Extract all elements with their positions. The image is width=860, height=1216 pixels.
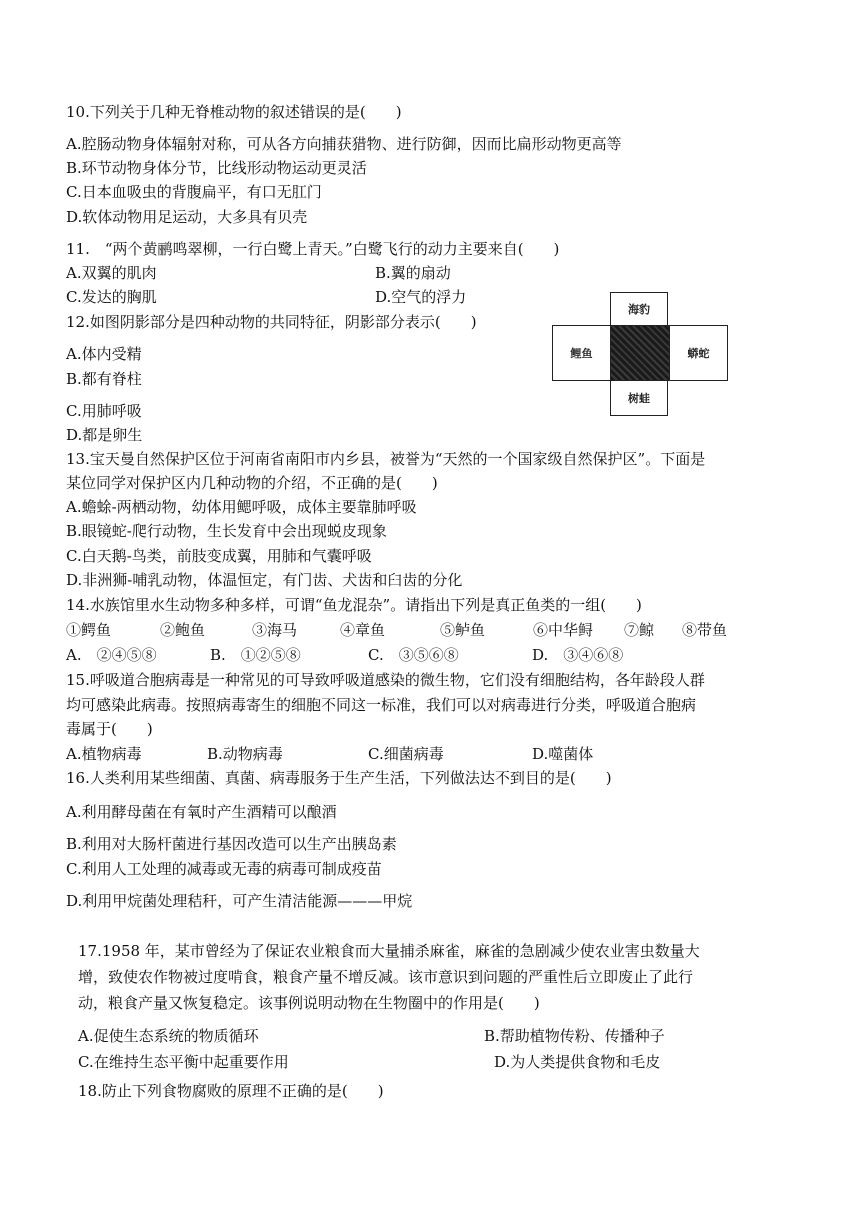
q11-stem: 11. “两个黄鹂鸣翠柳，一行白鹭上青天。”白鹭飞行的动力主要来自( ) (66, 240, 560, 258)
q15-option-d: D.噬菌体 (532, 745, 594, 763)
q15-option-c: C.细菌病毒 (368, 745, 444, 763)
q15-option-b: B.动物病毒 (207, 745, 283, 763)
q17-option-b: B.帮助植物传粉、传播种子 (484, 1027, 665, 1045)
q15-stem-line2: 均可感染此病毒。按照病毒寄生的细胞不同这一标准，我们可以对病毒进行分类，呼吸道合胞病 (66, 696, 697, 714)
q14-item-6: ⑥中华鲟 (533, 621, 594, 639)
q16-option-a: A.利用酵母菌在有氧时产生酒精可以酿酒 (66, 803, 337, 821)
q12-cross-diagram (552, 292, 728, 416)
q10-option-b: B.环节动物身体分节，比线形动物运动更灵活 (66, 159, 367, 177)
q13-option-b: B.眼镜蛇-爬行动物，生长发育中会出现蜕皮现象 (66, 522, 387, 540)
q11-option-d: D.空气的浮力 (375, 288, 467, 306)
q12-stem: 12.如图阴影部分是四种动物的共同特征，阴影部分表示( ) (66, 313, 477, 331)
q14-item-7: ⑦鲸 (624, 621, 655, 639)
q12-option-a: A.体内受精 (66, 345, 142, 363)
q17-stem-line3: 动，粮食产量又恢复稳定。该事例说明动物在生物圈中的作用是( ) (78, 994, 540, 1012)
q13-option-d: D.非洲狮-哺乳动物，体温恒定，有门齿、犬齿和臼齿的分化 (66, 571, 463, 589)
q12-option-d: D.都是卵生 (66, 426, 143, 444)
q12-option-c: C.用肺呼吸 (66, 402, 142, 420)
q14-item-4: ④章鱼 (340, 621, 386, 639)
q14-item-3: ③海马 (252, 621, 298, 639)
q16-option-b: B.利用对大肠杆菌进行基因改造可以生产出胰岛素 (66, 835, 397, 853)
q14-option-b: B. ①②⑤⑧ (210, 646, 301, 664)
q14-option-a: A. ②④⑤⑧ (66, 646, 157, 664)
q12-option-b: B.都有脊柱 (66, 370, 142, 388)
q16-stem: 16.人类利用某些细菌、真菌、病毒服务于生产生活，下列做法达不到目的是( ) (66, 769, 612, 787)
diagram-box-top: 海豹 (610, 292, 668, 326)
diagram-box-right: 蟒蛇 (669, 325, 728, 381)
q10-option-c: C.日本血吸虫的背腹扁平，有口无肛门 (66, 183, 322, 201)
q10-stem: 10.下列关于几种无脊椎动物的叙述错误的是( ) (66, 103, 402, 121)
q13-stem-line1: 13.宝天曼自然保护区位于河南省南阳市内乡县，被誉为“天然的一个国家级自然保护区”。下面是 (66, 450, 706, 468)
diagram-box-left: 鲤鱼 (552, 325, 611, 381)
q14-item-5: ⑤鲈鱼 (440, 621, 486, 639)
q17-option-c: C.在维持生态平衡中起重要作用 (78, 1053, 289, 1071)
q13-option-c: C.白天鹅-鸟类，前肢变成翼，用肺和气囊呼吸 (66, 547, 372, 565)
q11-option-c: C.发达的胸肌 (66, 288, 157, 306)
q13-stem-line2: 某位同学对保护区内几种动物的介绍，不正确的是( ) (66, 474, 438, 492)
q11-option-b: B.翼的扇动 (375, 264, 451, 282)
q14-item-1: ①鳄鱼 (66, 621, 112, 639)
q17-option-d: D.为人类提供食物和毛皮 (494, 1053, 661, 1071)
q11-option-a: A.双翼的肌肉 (66, 264, 157, 282)
q14-item-2: ②鲍鱼 (160, 621, 206, 639)
q14-item-8: ⑧带鱼 (682, 621, 728, 639)
q15-option-a: A.植物病毒 (66, 745, 142, 763)
q14-option-c: C. ③⑤⑥⑧ (368, 646, 459, 664)
q16-option-d: D.利用甲烷菌处理秸秆，可产生清洁能源———甲烷 (66, 892, 413, 910)
diagram-shaded-center (610, 325, 670, 381)
diagram-box-bottom: 树蛙 (610, 380, 668, 416)
q18-stem: 18.防止下列食物腐败的原理不正确的是( ) (78, 1082, 384, 1100)
q17-option-a: A.促使生态系统的物质循环 (78, 1027, 259, 1045)
q17-stem-line2: 增，致使农作物被过度啃食，粮食产量不增反减。该市意识到问题的严重性后立即废止了此行 (78, 968, 694, 986)
q10-option-d: D.软体动物用足运动，大多具有贝壳 (66, 208, 308, 226)
q17-stem-line1: 17.1958 年，某市曾经为了保证农业粮食而大量捕杀麻雀，麻雀的急剧减少使农业害虫数量大 (78, 942, 700, 960)
q16-option-c: C.利用人工处理的减毒或无毒的病毒可制成疫苗 (66, 860, 382, 878)
q15-stem-line1: 15.呼吸道合胞病毒是一种常见的可导致呼吸道感染的微生物，它们没有细胞结构，各年龄段人群 (66, 671, 705, 689)
q15-stem-line3: 毒属于( ) (66, 720, 153, 738)
q10-option-a: A.腔肠动物身体辐射对称，可从各方向捕获猎物、进行防御，因而比扁形动物更高等 (66, 135, 622, 153)
q14-stem: 14.水族馆里水生动物多种多样，可谓“鱼龙混杂”。请指出下列是真正鱼类的一组( ) (66, 596, 642, 614)
q13-option-a: A.蟾蜍-两栖动物，幼体用鳃呼吸，成体主要靠肺呼吸 (66, 498, 417, 516)
q14-option-d: D. ③④⑥⑧ (532, 646, 624, 664)
